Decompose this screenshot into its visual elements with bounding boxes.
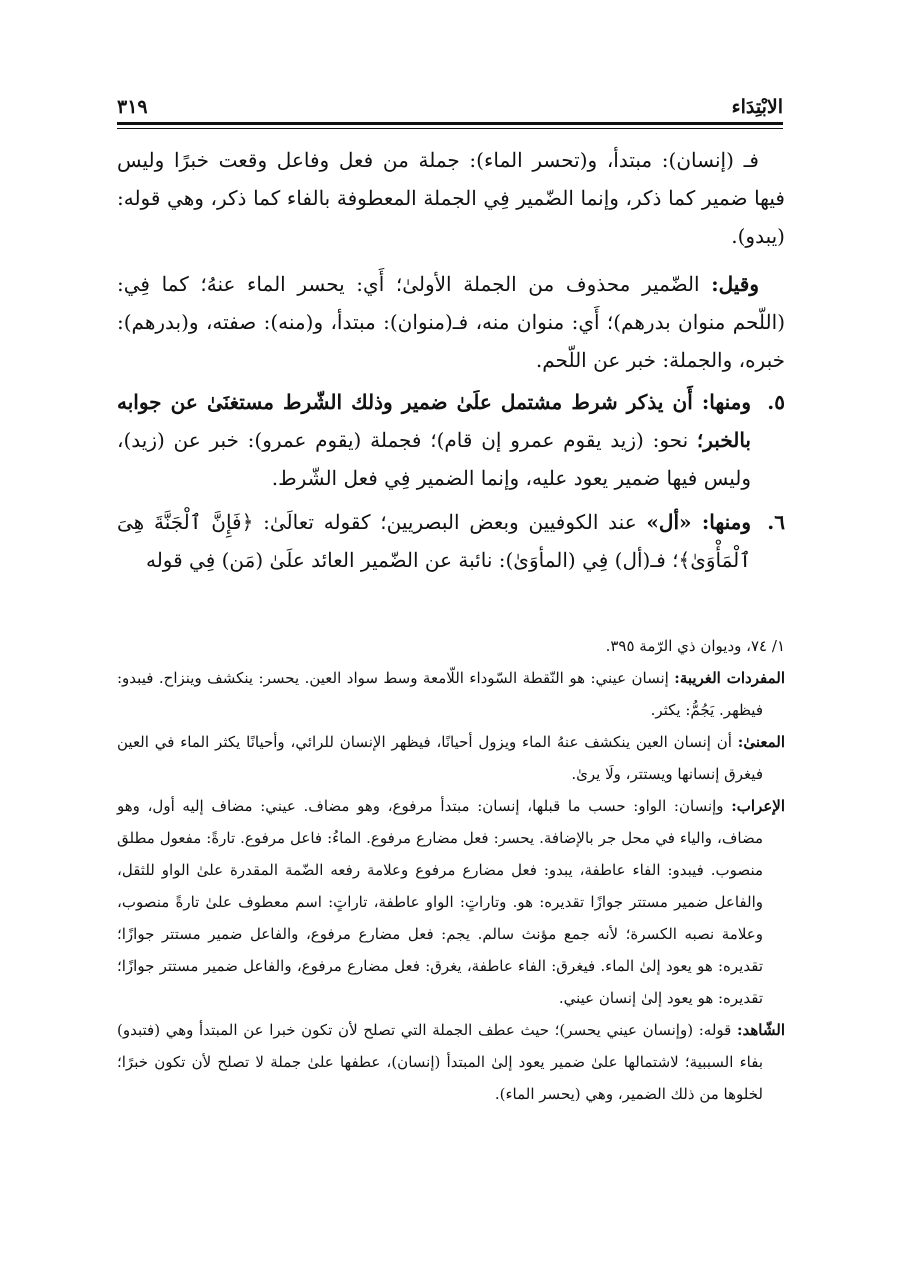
paragraph-2-body: الضّمير محذوف من الجملة الأولىٰ؛ أَي: يحسر الماء عنهُ؛ كما فِي: (اللّحم منوان بدرهم)؛ أَي: منوان منه، فـ(منوان): مبتدأ، و(منه): صفته، و(بدرهم): خبره، والجملة: خبر عن اللّحم. (117, 272, 785, 372)
vocab-label: المفردات الغريبة: (674, 669, 785, 687)
list-body-6: عند الكوفيين وبعض البصريين؛ كقوله تعالَىٰ: ﴿فَإِنَّ ٱلْجَنَّةَ هِىَ ٱلْمَأْوَىٰ﴾؛ فـ(أل) فِي (المأوَىٰ): نائبة عن الضّمير العائد علَىٰ (مَن) فِي قوله (117, 510, 751, 572)
list-lead-6: ومنها: «أل» (646, 510, 752, 534)
meaning-text: أن إنسان العين ينكشف عنهُ الماء ويزول أحيانًا، فيظهر الإنسان للرائي، وأحيانًا يكثر الماء في العين فيغرق إنسانها ويستتر، ولَا يرىٰ. (117, 733, 763, 783)
list-number-5: ٥. (767, 390, 785, 414)
paragraph-1: فـ (إنسان): مبتدأ، و(تحسر الماء): جملة من فعل وفاعل وقعت خبرًا وليس فيها ضمير كما ذكر، وإنما الضّمير فِي الجملة المعطوفة بالفاء كما ذكر، وهي قوله: (يبدو). (117, 148, 785, 248)
list-number-6: ٦. (767, 510, 785, 534)
footnote-vocabulary (117, 662, 785, 726)
list-item-6 (117, 503, 785, 579)
list-text-6 (117, 503, 751, 579)
list-text-5 (117, 383, 751, 497)
list-body-5: نحو: (زيد يقوم عمرو إن قام)؛ فجملة (يقوم عمرو): خبر عن (زيد)، وليس فيها ضمير يعود عليه، وإنما الضمير فِي فعل الشّرط. (117, 428, 751, 490)
vocab-text: إنسان عيني: هو النّقطة السّوداء اللّامعة وسط سواد العين. يحسر: ينكشف وينزاح. فيبدو: فيظهر. يَجُمُّ: يكثر. (117, 669, 763, 719)
footnote-irab (117, 790, 785, 1014)
shahid-text: قوله: (وإنسان عيني يحسر)؛ حيث عطف الجملة التي تصلح لأن تكون خبرا عن المبتدأ وهي (فتبدو) بفاء السببية؛ لاشتمالها علىٰ ضمير يعود إلىٰ المبتدأ (إنسان)، عطفها علىٰ جملة لا تصلح لأن تكون خبرًا؛ لخلوها من ذلك الضمير، وهي (يحسر الماء). (117, 1021, 763, 1103)
list-lead-5: ومنها: أَن يذكر شرط مشتمل علَىٰ ضمير وذلك الشّرط مستغنَىٰ عن جوابه بالخبر؛ (117, 390, 751, 452)
main-text (117, 141, 785, 585)
footnotes (117, 630, 785, 1110)
list-item-5 (117, 383, 785, 497)
shahid-label: الشّاهد: (736, 1021, 785, 1039)
paragraph-2-lead: وقيل: (711, 272, 759, 296)
irab-text: وإنسان: الواو: حسب ما قبلها، إنسان: مبتدأ مرفوع، وهو مضاف. عيني: مضاف إليه أول، وهو مضاف، والياء في محل جر بالإضافة. يحسر: فعل مضارع مرفوع. الماءُ: فاعل مرفوع. تارةً: مفعول مطلق منصوب. فيبدو: الفاء عاطفة، يبدو: فعل مضارع مرفوع وعلامة رفعه الضّمة المقدرة علىٰ الواو للثقل، والفاعل ضمير مستتر جوازًا تقديره: هو. وتاراتٍ: الواو عاطفة، تاراتٍ: اسم معطوف علىٰ تارةً منصوب، وعلامة نصبه الكسرة؛ لأنه جمع مؤنث سالم. يجم: فعل مضارع مرفوع، والفاعل ضمير مستتر جوازًا؛ تقديره: هو يعود إلىٰ الماء. فيغرق: الفاء عاطفة، يغرق: فعل مضارع مرفوع، والفاعل ضمير مستتر جوازًا؛ تقديره: هو يعود إلىٰ إنسان عيني. (117, 797, 763, 1007)
footnote-reference: ١/ ٧٤، وديوان ذي الرّمة ٣٩٥. (605, 637, 785, 655)
chapter-title: الابْتِدَاء (731, 96, 783, 118)
page-number: ٣١٩ (117, 96, 148, 118)
paragraph-2 (117, 265, 785, 379)
irab-label: الإعراب: (731, 797, 785, 815)
header-rule-thick (117, 122, 783, 125)
header-rule-thin (117, 128, 783, 129)
running-header (117, 88, 783, 118)
footnote-meaning (117, 726, 785, 790)
meaning-label: المعنىٰ: (737, 733, 785, 751)
footnote-shahid (117, 1014, 785, 1110)
